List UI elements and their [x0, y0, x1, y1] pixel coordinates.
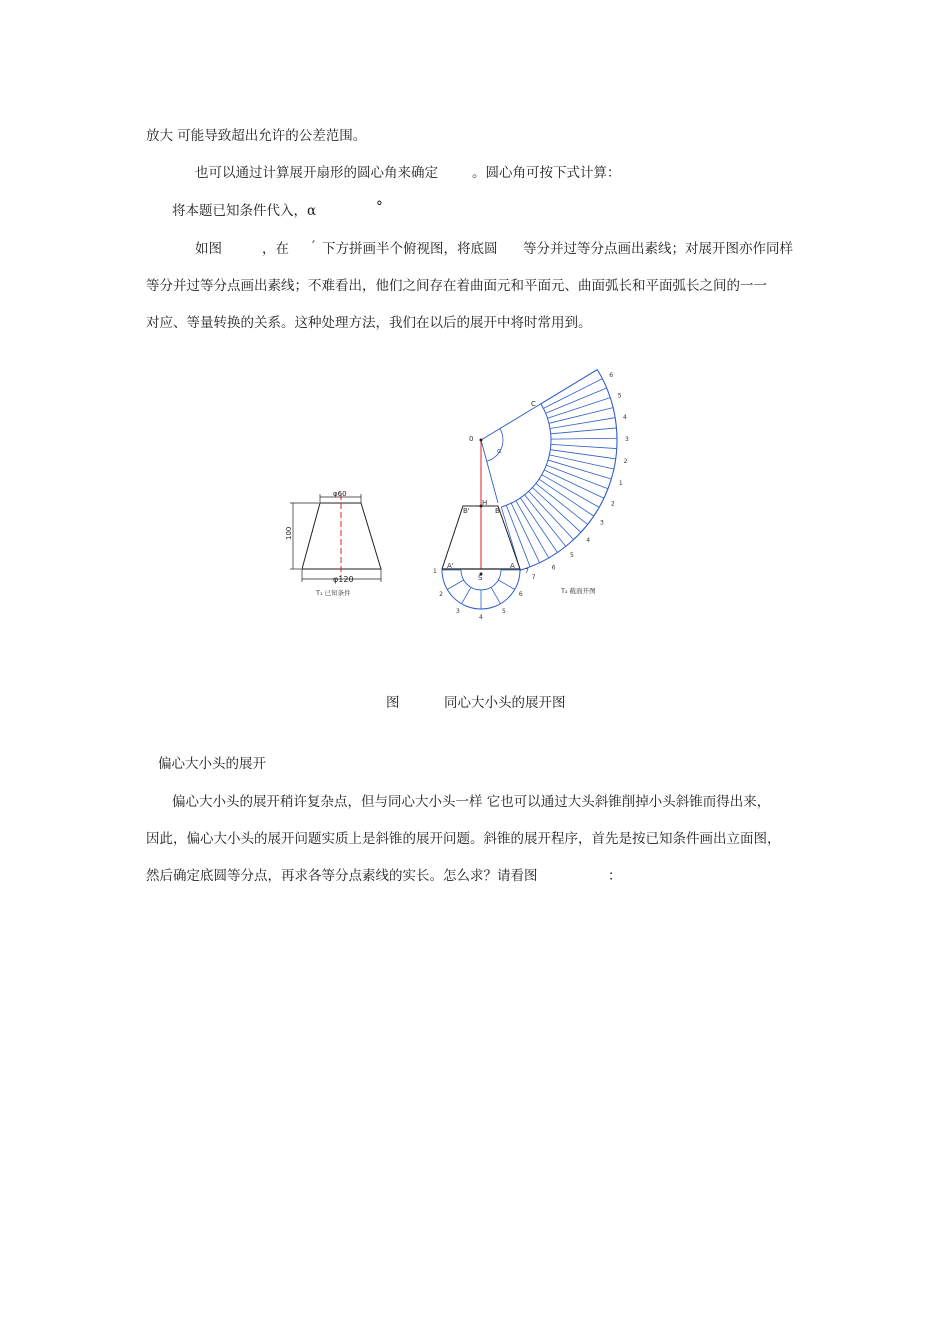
arc-number-label: 5: [617, 392, 622, 400]
label-S: S: [478, 574, 483, 582]
apex-line-lower: [481, 440, 498, 503]
arc-number-label: 4: [623, 414, 627, 422]
paragraph-line-5: 等分并过等分点画出素线；不难看出，他们之间存在着曲面元和平面元、曲面弧长和平面弧长之间的一一: [146, 278, 767, 294]
section-line-2: 因此，偏心大小头的展开问题实质上是斜锥的展开问题。斜锥的展开程序，首先是按已知条件画出立面图，: [146, 831, 781, 847]
paragraph-line-3a: 将本题已知条件代入，α: [172, 203, 317, 219]
development-element-line: [551, 428, 617, 434]
development-element-line: [550, 418, 615, 429]
figure-caption-title: 同心大小头的展开图: [444, 695, 566, 711]
paragraph-line-4d: 下方拼画半个俯视图，将底圆: [322, 241, 498, 257]
semicircle-number-label: 2: [439, 591, 443, 598]
label-H: H: [482, 499, 488, 507]
right-figure-label: T₂ 截面开图: [561, 587, 596, 595]
semicircle-number-label: 5: [502, 607, 506, 615]
paragraph-line-4a: 如图: [195, 241, 222, 257]
paragraph-line-3b: °: [376, 199, 383, 215]
section-line-3a: 然后确定底圆等分点，再求各等分点素线的实长。怎么求？请看图: [146, 868, 538, 884]
arc-number-label: 6: [551, 564, 556, 572]
alpha-arc: [487, 429, 503, 462]
arc-number-label: 3: [599, 519, 604, 527]
paragraph-line-2a: 也可以通过计算展开扇形的圆心角来确定: [195, 165, 438, 181]
label-C: C: [531, 400, 536, 408]
label-B: B: [495, 507, 500, 515]
label-alpha: α: [497, 447, 502, 455]
semicircle-number-label: 3: [456, 607, 460, 615]
label-O: 0: [469, 435, 474, 443]
paragraph-line-6: 对应、等量转换的关系。这种处理方法，我们在以后的展开中将时常用到。: [146, 315, 592, 331]
arc-number-label: 2: [623, 458, 628, 466]
development-element-line: [549, 408, 613, 424]
arc-division-labels: [532, 372, 629, 581]
unfolding-figure: [0, 0, 950, 660]
paragraph-line-4b: ，在: [262, 241, 289, 257]
label-A: A: [510, 562, 515, 570]
development-element-line: [548, 398, 611, 419]
development-drawing: [442, 370, 617, 609]
label-A-prime: A': [447, 562, 454, 570]
semicircle-number-label: 7: [525, 568, 529, 575]
left-figure-label: T₁ 已知条件: [316, 589, 351, 597]
development-element-line: [539, 479, 594, 516]
paragraph-line-4c: ′: [312, 239, 316, 255]
label-B-prime: B': [463, 507, 470, 515]
development-element-line: [551, 444, 617, 448]
development-element-line: [541, 370, 597, 404]
development-element-line: [551, 438, 617, 439]
section-line-3b: ：: [608, 868, 622, 884]
apex-line-upper: [481, 404, 541, 440]
figure-caption-number: 图: [386, 695, 400, 711]
half-plan-division: [447, 580, 463, 590]
dim-top-label: φ60: [333, 490, 347, 498]
development-element-line: [542, 475, 599, 508]
arc-number-label: 3: [624, 436, 629, 444]
arc-number-label: 5: [570, 552, 574, 560]
section-line-1: 偏心大小头的展开稍许复杂点，但与同心大小头一样 它也可以通过大头斜锥削掉小头斜锥而得出来，: [172, 794, 771, 810]
half-plan-division: [462, 587, 472, 603]
paragraph-line-2b: 。圆心角可按下式计算：: [472, 165, 621, 181]
section-heading: 偏心大小头的展开: [158, 756, 266, 772]
arc-number-label: 6: [609, 372, 614, 380]
arc-number-label: 7: [531, 574, 536, 582]
dim-height-label: 100: [285, 526, 293, 540]
arc-number-label: 4: [586, 537, 591, 545]
inner-arc: [501, 404, 551, 507]
half-plan-division: [498, 580, 514, 590]
semicircle-number-label: 4: [479, 614, 483, 621]
arc-number-label: 2: [610, 500, 615, 508]
semicircle-number-label: 1: [433, 568, 437, 575]
paragraph-line-4e: 等分并过等分点画出素线；对展开图亦作同样: [523, 241, 793, 257]
development-element-line: [520, 498, 557, 553]
paragraph-line-1: 放大 可能导致超出允许的公差范围。: [146, 128, 367, 144]
development-element-line: [516, 501, 549, 558]
half-plan-division: [491, 587, 501, 603]
development-element-line: [532, 488, 580, 533]
apex-point: [480, 439, 483, 442]
dim-bottom-label: φ120: [333, 575, 354, 584]
frustum-elevation: [290, 494, 381, 582]
semicircle-number-label: 6: [518, 591, 523, 598]
development-element-line: [529, 491, 574, 539]
arc-number-label: 1: [618, 479, 623, 487]
